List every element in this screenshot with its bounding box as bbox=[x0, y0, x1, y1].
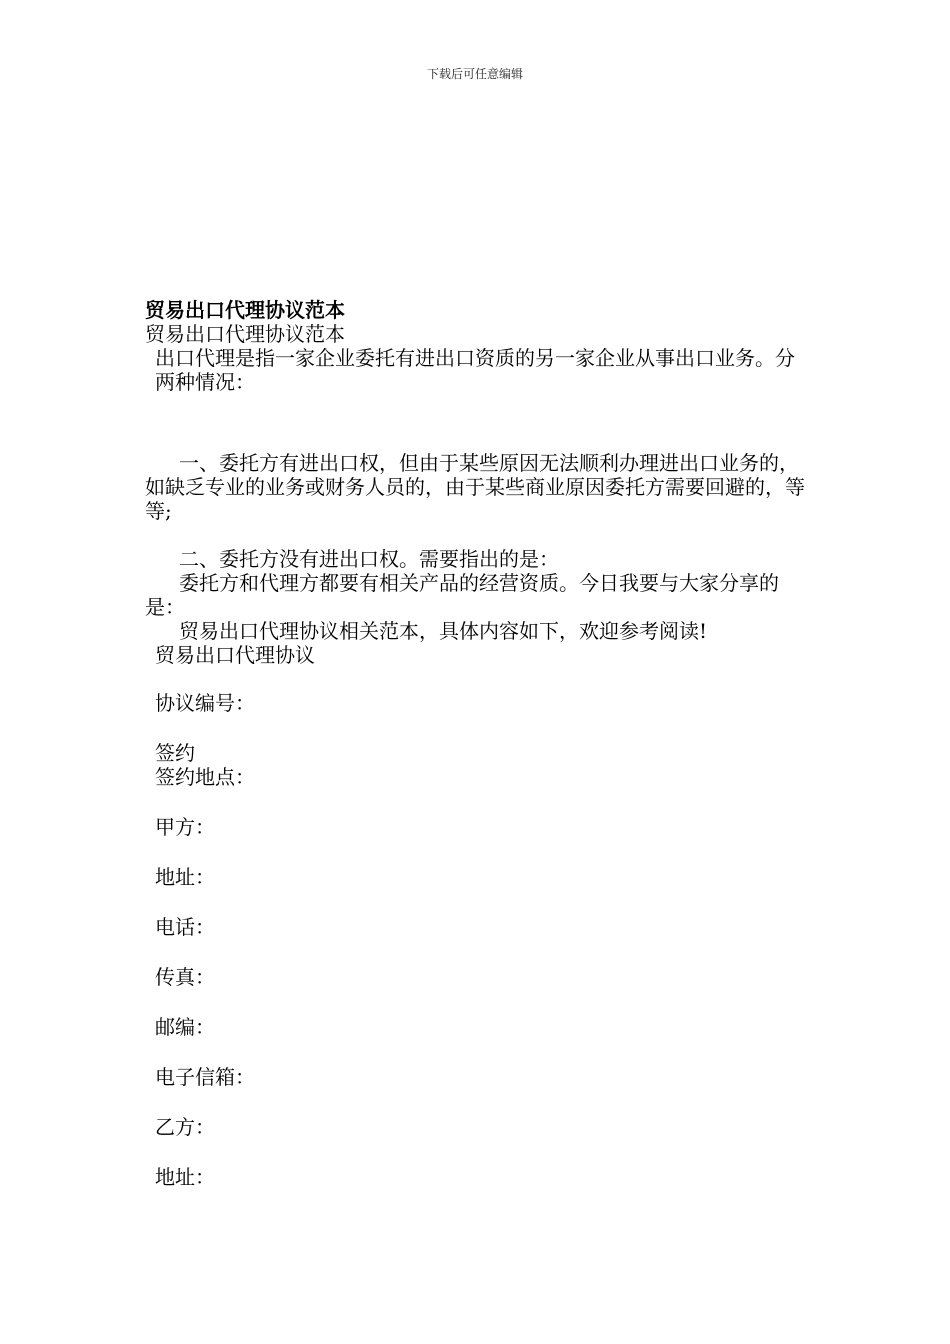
spacer bbox=[145, 991, 810, 1015]
case-two-paragraph: 二、委托方没有进出口权。需要指出的是： bbox=[179, 547, 559, 571]
spacer bbox=[145, 523, 810, 547]
field-party-a: 甲方： bbox=[155, 815, 215, 839]
spacer bbox=[145, 841, 810, 865]
field-address-b: 地址： bbox=[155, 1165, 215, 1189]
field-email: 电子信箱： bbox=[155, 1065, 255, 1089]
intro-paragraph: 出口代理是指一家企业委托有进出口资质的另一家企业从事出口业务。分两种情况： bbox=[155, 346, 795, 394]
field-signing: 签约 bbox=[155, 741, 195, 765]
page-header-note: 下载后可任意编辑 bbox=[426, 67, 523, 81]
field-fax: 传真： bbox=[155, 965, 215, 989]
spacer bbox=[145, 1041, 810, 1065]
case-one-paragraph: 一、委托方有进出口权，但由于某些原因无法顺利办理进出口业务的，如缺乏专业的业务或财务人员的，由于某些商业原因委托方需要回避的，等等; bbox=[145, 451, 805, 523]
requirement-paragraph: 委托方和代理方都要有相关产品的经营资质。今日我要与大家分享的是： bbox=[145, 571, 779, 619]
field-address-a: 地址： bbox=[155, 865, 215, 889]
spacer bbox=[145, 791, 810, 815]
field-agreement-no: 协议编号： bbox=[155, 691, 255, 715]
field-phone: 电话： bbox=[155, 915, 215, 939]
spacer bbox=[145, 394, 810, 451]
spacer bbox=[145, 891, 810, 915]
document-subtitle: 贸易出口代理协议范本 bbox=[145, 322, 345, 346]
spacer bbox=[145, 667, 810, 691]
share-paragraph: 贸易出口代理协议相关范本，具体内容如下，欢迎参考阅读! bbox=[179, 619, 708, 643]
spacer bbox=[145, 941, 810, 965]
agreement-heading: 贸易出口代理协议 bbox=[155, 643, 315, 667]
spacer bbox=[145, 1091, 810, 1115]
field-party-b: 乙方： bbox=[155, 1115, 215, 1139]
field-signing-place: 签约地点： bbox=[155, 765, 255, 789]
spacer bbox=[145, 1141, 810, 1165]
field-postcode: 邮编： bbox=[155, 1015, 215, 1039]
document-title: 贸易出口代理协议范本 bbox=[145, 298, 345, 322]
spacer bbox=[145, 717, 810, 741]
document-body bbox=[145, 298, 810, 1191]
